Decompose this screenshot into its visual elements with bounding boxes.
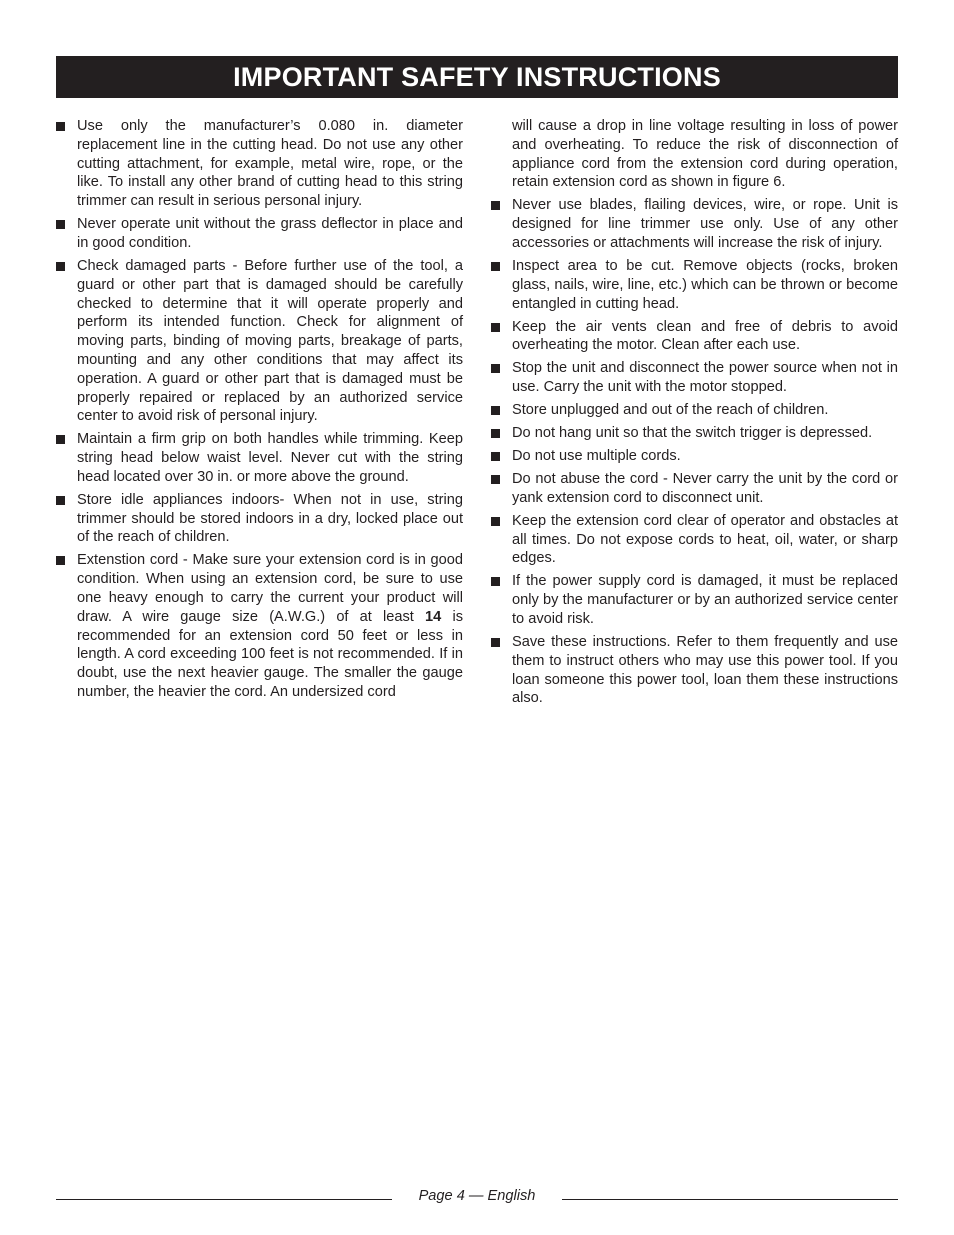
safety-item [56,491,463,547]
safety-item-text: Never operate unit without the grass deflector in place and in good condition. [77,216,463,251]
page-number-label: Page 4 — English [418,1188,536,1204]
safety-item [491,470,898,508]
safety-item [491,196,898,252]
square-bullet-icon [491,577,500,586]
safety-item [56,430,463,486]
safety-item-text: Store unplugged and out of the reach of children. [512,402,829,419]
right-column [491,117,898,712]
square-bullet-icon [491,638,500,647]
square-bullet-icon [491,323,500,332]
safety-item [56,117,463,211]
safety-item [491,257,898,313]
safety-item-text: Stop the unit and disconnect the power source when not in use. Carry the unit with the motor stopped. [512,360,898,396]
safety-item-text-start: Extenstion cord - Make sure your extension cord is in good condition. When using an extension cord, be sure to use one heavy enough to carry the current your product will draw. A wire gauge size (A.W.G.) of at least [77,552,463,625]
safety-item [491,359,898,397]
safety-item [491,424,898,443]
safety-item-continuation [491,117,898,192]
safety-item-text-end: is recommended for an extension cord 50 feet or less in length. A cord exceeding 100 feet is not recommended. If in doubt, use the next heavier gauge. The smaller the gauge number, the heavier the cord. An undersized cord [77,608,464,701]
safety-item-text: Maintain a firm grip on both handles while trimming. Keep string head below waist level. Never cut with the string head located over 30 in. or more above the ground. [77,431,463,485]
square-bullet-icon [56,556,65,565]
safety-item-text: Save these instructions. Refer to them frequently and use them to instruct others who may use this power tool. If you loan someone this power tool, loan them these instructions also. [512,633,898,707]
safety-item-text: Do not use multiple cords. [512,448,681,465]
safety-item-text: will cause a drop in line voltage resulting in loss of power and overheating. To reduce the risk of disconnection of appliance cord from the extension cord during operation, retain extension cord as shown in figure 6. [512,118,898,191]
safety-item [491,512,898,568]
safety-item-text: If the power supply cord is damaged, it must be replaced only by the manufacturer or by an authorized service center to avoid risk. [512,573,898,627]
safety-item-text: Do not abuse the cord - Never carry the unit by the cord or yank extension cord to disconnect unit. [512,471,898,506]
square-bullet-icon [491,201,500,210]
square-bullet-icon [491,429,500,438]
square-bullet-icon [56,220,65,229]
square-bullet-icon [491,452,500,461]
square-bullet-icon [56,435,65,444]
square-bullet-icon [56,496,65,505]
footer-rule-right [562,1199,898,1200]
square-bullet-icon [56,122,65,131]
square-bullet-icon [491,364,500,373]
safety-item [491,633,898,708]
square-bullet-icon [491,262,500,271]
footer-rule-left [56,1199,392,1200]
safety-item-text: Inspect area to be cut. Remove objects (rocks, broken glass, nails, wire, line, etc.) which can be thrown or become entangled in cutting head. [512,257,898,312]
safety-item [56,551,463,701]
safety-item [56,215,463,253]
safety-item-text: Check damaged parts - Before further use of the tool, a guard or other part that is damaged should be carefully checked to determine that it will operate properly and perform its intended function. Check for alignment of moving parts, binding of moving parts, breakage of parts, mounting and any other conditions that may affect its operation. A guard or other part that is damaged must be properly repaired or replaced by an authorized service center to avoid risk of personal injury. [77,257,463,425]
safety-item [491,447,898,466]
safety-item-text: Use only the manufacturer’s 0.080 in. diameter replacement line in the cutting head. Do not use any other cutting attachment, for example, metal wire, rope, or the like. To install any other brand of cutting head to this string trimmer can result in serious personal injury. [77,118,463,210]
safety-item-text: Store idle appliances indoors- When not in use, string trimmer should be stored indoors in a dry, locked place out of the reach of children. [77,491,463,546]
safety-item-text: Keep the extension cord clear of operator and obstacles at all times. Do not expose cords to heat, oil, water, or sharp edges. [512,512,898,567]
page-footer [56,1188,898,1208]
square-bullet-icon [491,517,500,526]
title-banner [56,56,898,98]
safety-item [491,318,898,356]
page-title: IMPORTANT SAFETY INSTRUCTIONS [233,61,721,92]
left-column [56,117,463,706]
safety-item-text: Keep the air vents clean and free of debris to avoid overheating the motor. Clean after each use. [512,318,898,354]
square-bullet-icon [491,406,500,415]
square-bullet-icon [56,262,65,271]
safety-item-text: Do not hang unit so that the switch trigger is depressed. [512,425,873,442]
wire-gauge-value: 14 [425,608,442,625]
safety-item-text: Never use blades, flailing devices, wire, or rope. Unit is designed for line trimmer use only. Use of any other accessories or attachments will increase the risk of injury. [512,197,898,251]
safety-item [491,572,898,628]
safety-item [491,401,898,420]
square-bullet-icon [491,475,500,484]
safety-item [56,257,463,426]
